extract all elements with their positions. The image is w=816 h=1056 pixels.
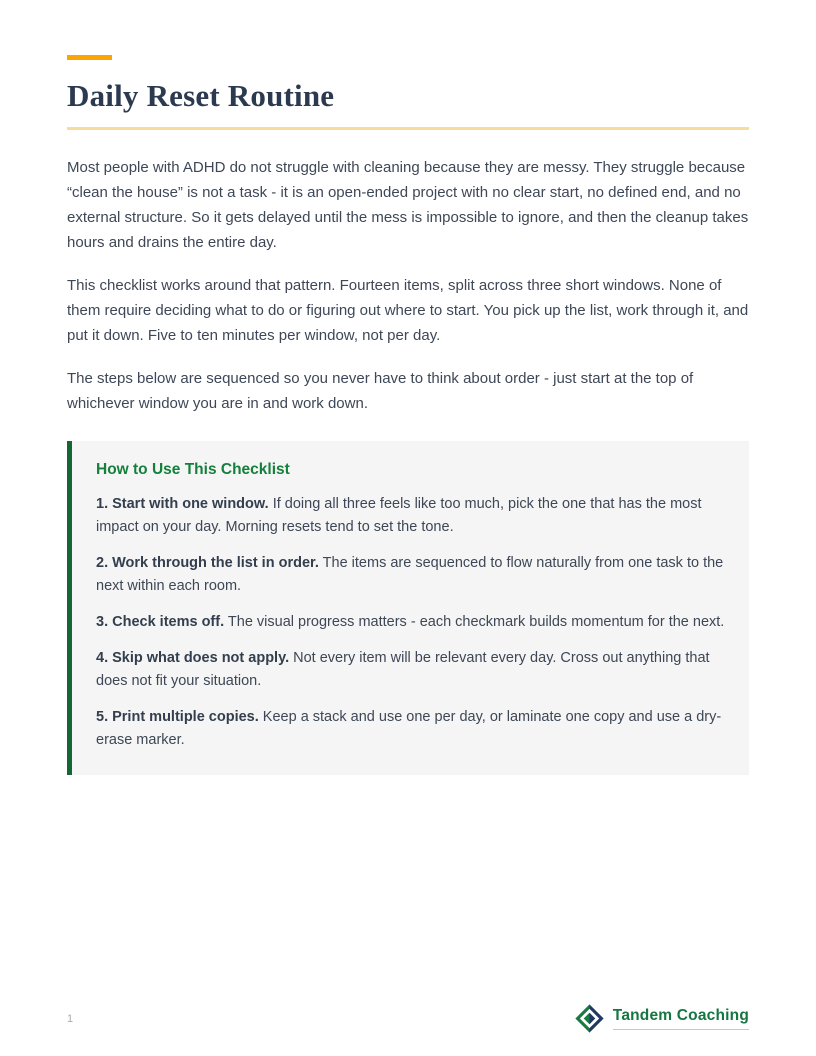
page-title: Daily Reset Routine: [67, 78, 335, 113]
document-header: [67, 0, 749, 130]
intro-section: [67, 155, 749, 416]
intro-paragraph: Most people with ADHD do not struggle with cleaning because they are messy. They struggle because “clean the house” is not a task - it is an open-ended project with no clear start, no defined end, and no external structure. So it gets delayed until the mess is impossible to ignore, and then the cleanup takes hours and drains the entire day.: [67, 159, 749, 252]
tandem-diamond-logo-icon: [574, 1003, 605, 1034]
callout-item-text: The items are sequenced to flow naturally from one task to the next within each room.: [96, 555, 724, 595]
callout-item: [96, 552, 725, 598]
callout-item-lead: 2. Work through the list in order.: [96, 555, 319, 572]
callout-item: [96, 647, 725, 693]
brand-lockup: [574, 1003, 749, 1034]
callout-item-text: The visual progress matters - each checkmark builds momentum for the next.: [227, 614, 725, 631]
brand-name: Tandem Coaching: [613, 1007, 749, 1030]
callout-item-lead: 4. Skip what does not apply.: [96, 650, 290, 667]
accent-bar: [67, 55, 112, 60]
page-number: 1: [67, 1012, 74, 1025]
callout-item-text: Not every item will be relevant every day. Cross out anything that does not fit your situation.: [96, 650, 710, 690]
callout-item: [96, 611, 725, 634]
callout-heading: How to Use This Checklist: [96, 461, 290, 479]
callout-item-lead: 3. Check items off.: [96, 614, 225, 631]
page-footer: [0, 1003, 816, 1034]
how-to-use-callout: [67, 441, 749, 775]
intro-paragraph: The steps below are sequenced so you never have to think about order - just start at the top of whichever window you are in and work down.: [67, 370, 694, 413]
callout-item-lead: 1. Start with one window.: [96, 496, 269, 513]
callout-item-text: If doing all three feels like too much, pick the one that has the most impact on your day. Morning resets tend to set the tone.: [96, 496, 702, 536]
callout-item-lead: 5. Print multiple copies.: [96, 709, 259, 726]
intro-paragraph: This checklist works around that pattern. Fourteen items, split across three short windows. None of them require deciding what to do or figuring out where to start. You pick up the list, work through it, and put it down. Five to ten minutes per window, not per day.: [67, 277, 749, 345]
callout-item: [96, 706, 725, 752]
callout-item: [96, 493, 725, 539]
callout-item-text: Keep a stack and use one per day, or laminate one copy and use a dry-erase marker.: [96, 709, 722, 749]
